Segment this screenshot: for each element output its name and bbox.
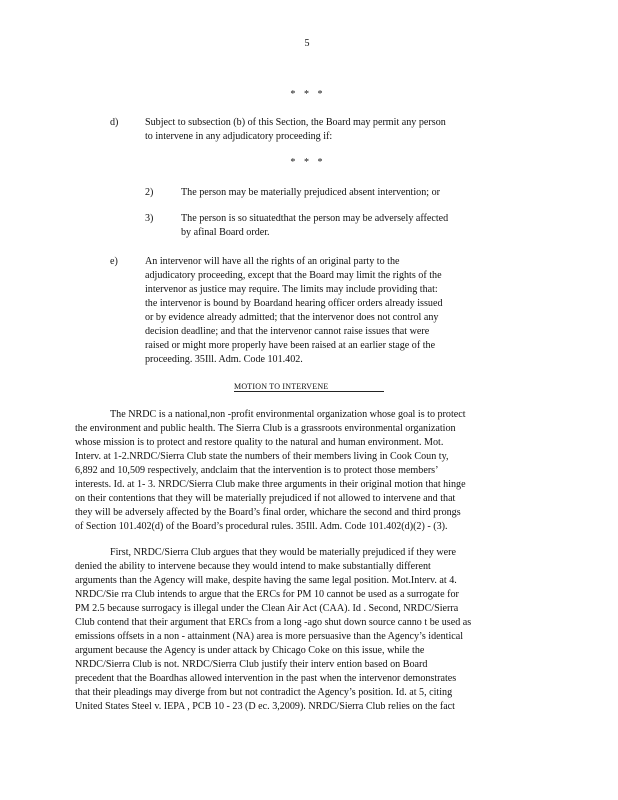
paragraph-line: arguments than the Agency will make, despite having the same legal position. Mot.Interv. at 4. [75, 575, 457, 586]
paragraph-line: they will be adversely affected by the Board’s final order, whichare the second and third prongs [75, 507, 461, 518]
rule-e-text-line: decision deadline; and that the intervenor cannot raise issues that were [145, 326, 430, 337]
rule-d-text-line: to intervene in any adjudicatory proceeding if: [145, 131, 333, 142]
paragraph-line: emissions offsets in a non - attainment (NA) area is more persuasive than the Agency’s identical [75, 631, 464, 642]
rule-e-text-line: or by evidence already admitted; that the intervenor does not control any [145, 312, 439, 323]
rule-d-item-text: by afinal Board order. [181, 227, 270, 238]
rule-d-text-line: Subject to subsection (b) of this Section, the Board may permit any person [145, 117, 446, 128]
rule-e-text-line: raised or might more properly have been raised at an earlier stage of the [145, 340, 436, 351]
rule-e-text-line: proceeding. 35Ill. Adm. Code 101.402. [145, 354, 303, 365]
paragraph-line: Club contend that their argument that ERCs from a long -ago shut down source canno t be used as [75, 617, 472, 628]
paragraph-line: precedent that the Boardhas allowed intervention in the past when the intervenor demonstrates [75, 673, 457, 684]
rule-e-text-line: adjudicatory proceeding, except that the Board may limit the rights of the [145, 270, 442, 281]
paragraph-line: NRDC/Sie rra Club intends to argue that the ERCs for PM 10 cannot be used as a surrogate for [75, 589, 459, 600]
paragraph-line: First, NRDC/Sierra Club argues that they would be materially prejudiced if they were [110, 547, 457, 558]
paragraph-line: on their contentions that they will be materially prejudiced if not allowed to intervene and that [75, 493, 456, 504]
paragraph-line: United States Steel v. IEPA , PCB 10 - 23 (D ec. 3,2009). NRDC/Sierra Club relies on the fact [75, 701, 455, 712]
section-heading-underline [234, 391, 384, 392]
rule-e-text-line: the intervenor is bound by Boardand hearing officer orders already issued [145, 298, 443, 309]
rule-d-label: d) [110, 117, 119, 128]
page-number: 5 [304, 38, 310, 49]
paragraph-line: of Section 101.402(d) of the Board’s procedural rules. 35Ill. Adm. Code 101.402(d)(2) - (3). [75, 521, 448, 532]
paragraph-line: the environment and public health. The Sierra Club is a grassroots environmental organization [75, 423, 456, 434]
paragraph-line: Interv. at 1-2.NRDC/Sierra Club state the numbers of their members living in Cook Coun ty, [75, 451, 449, 462]
section-heading: MOTION TO INTERVENE [234, 382, 329, 391]
section-ellipsis: * * * [290, 89, 326, 100]
rule-d-item-number: 2) [145, 187, 154, 198]
paragraph-line: PM 2.5 because surrogacy is illegal under the Clean Air Act (CAA). Id . Second, NRDC/Sierra [75, 603, 459, 614]
rule-e-text-line: intervenor as justice may require. The limits may include providing that: [145, 284, 438, 295]
paragraph-line: NRDC/Sierra Club is not. NRDC/Sierra Club justify their interv ention based on Board [75, 659, 428, 670]
rule-e-text-line: An intervenor will have all the rights of an original party to the [145, 256, 400, 267]
rule-e-label: e) [110, 256, 118, 267]
rule-d-item-number: 3) [145, 213, 154, 224]
section-ellipsis: * * * [290, 157, 326, 168]
rule-d-item-text: The person is so situatedthat the person may be adversely affected [181, 213, 449, 224]
rule-d-item-text: The person may be materially prejudiced absent intervention; or [181, 187, 440, 198]
paragraph-line: The NRDC is a national,non -profit environmental organization whose goal is to protect [110, 409, 466, 420]
paragraph-line: argument because the Agency is under attack by Chicago Coke on this issue, while the [75, 645, 425, 656]
paragraph-line: denied the ability to intervene because they would intend to make substantially different [75, 561, 431, 572]
paragraph-line: whose mission is to protect and restore quality to the natural and human environment. Mot. [75, 437, 444, 448]
paragraph-line: interests. Id. at 1- 3. NRDC/Sierra Club make three arguments in their original motion that hinge [75, 479, 466, 490]
paragraph-line: that their pleadings may diverge from but not contradict the Agency’s position. Id. at 5, citing [75, 687, 453, 698]
paragraph-line: 6,892 and 10,509 respectively, andclaim that the intervention is to protect those members’ [75, 465, 439, 476]
